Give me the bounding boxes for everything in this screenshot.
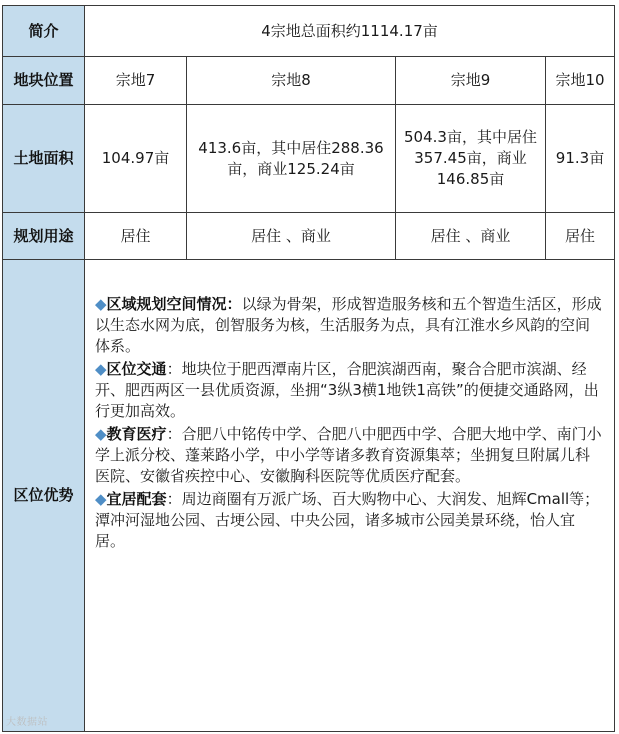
row-advantage	[3, 260, 615, 732]
label-usage: 规划用途	[3, 213, 85, 260]
diamond-bullet-icon: ◆	[95, 360, 107, 378]
row-location	[3, 57, 615, 105]
parcel-9: 宗地9	[396, 57, 546, 105]
area-parcel-8: 413.6亩，其中居住288.36亩，商业125.24亩	[187, 105, 396, 213]
usage-parcel-10: 居住	[546, 213, 615, 260]
label-location: 地块位置	[3, 57, 85, 105]
label-advantage: 区位优势	[3, 260, 85, 732]
paragraph-text: ：周边商圈有万派广场、百大购物中心、大润发、旭辉Cmall等；潭冲河湿地公园、古埂公园、中央公园，诸多城市公园美景环绕，怡人宜居。	[95, 490, 600, 550]
usage-parcel-7: 居住	[85, 213, 187, 260]
advantage-content	[85, 260, 615, 732]
parcel-10: 宗地10	[546, 57, 615, 105]
advantage-paragraph-transport	[95, 359, 604, 422]
paragraph-text: 以绿为骨架，形成智造服务核和五个智造生活区，形成以生态水网为底，创智服务为核，生活服务为点，具有江淮水乡风韵的空间体系。	[95, 295, 602, 355]
usage-parcel-9: 居住 、商业	[396, 213, 546, 260]
diamond-bullet-icon: ◆	[95, 425, 107, 443]
advantage-paragraph-amenities	[95, 489, 604, 552]
area-parcel-10: 91.3亩	[546, 105, 615, 213]
row-area	[3, 105, 615, 213]
land-info-table	[2, 5, 615, 732]
paragraph-title: 教育医疗	[106, 425, 167, 443]
row-usage	[3, 213, 615, 260]
area-parcel-9: 504.3亩，其中居住357.45亩，商业146.85亩	[396, 105, 546, 213]
intro-text: 4宗地总面积约1114.17亩	[85, 6, 615, 57]
parcel-7: 宗地7	[85, 57, 187, 105]
paragraph-text: ：地块位于肥西潭南片区，合肥滨湖西南，聚合合肥市滨湖、经开、肥西两区一县优质资源，坐拥“3纵3横1地铁1高铁”的便捷交通路网，出行更加高效。	[95, 360, 599, 420]
area-parcel-7: 104.97亩	[85, 105, 187, 213]
usage-parcel-8: 居住 、商业	[187, 213, 396, 260]
source-watermark: 大数据站	[6, 717, 48, 728]
diamond-bullet-icon: ◆	[95, 295, 107, 313]
advantage-paragraph-education	[95, 424, 604, 487]
paragraph-title: 区位交通	[106, 360, 167, 378]
label-intro: 简介	[3, 6, 85, 57]
row-intro	[3, 6, 615, 57]
advantage-paragraph-planning	[95, 294, 604, 357]
paragraph-text: ：合肥八中铭传中学、合肥八中肥西中学、合肥大地中学、南门小学上派分校、蓬莱路小学，中小学等诸多教育资源集萃；坐拥复旦附属儿科医院、安徽省疾控中心、安徽胸科医院等优质医疗配套。	[95, 425, 602, 485]
label-area: 土地面积	[3, 105, 85, 213]
paragraph-title: 宜居配套	[106, 490, 167, 508]
parcel-8: 宗地8	[187, 57, 396, 105]
paragraph-title: 区域规划空间情况：	[106, 295, 242, 313]
diamond-bullet-icon: ◆	[95, 490, 107, 508]
